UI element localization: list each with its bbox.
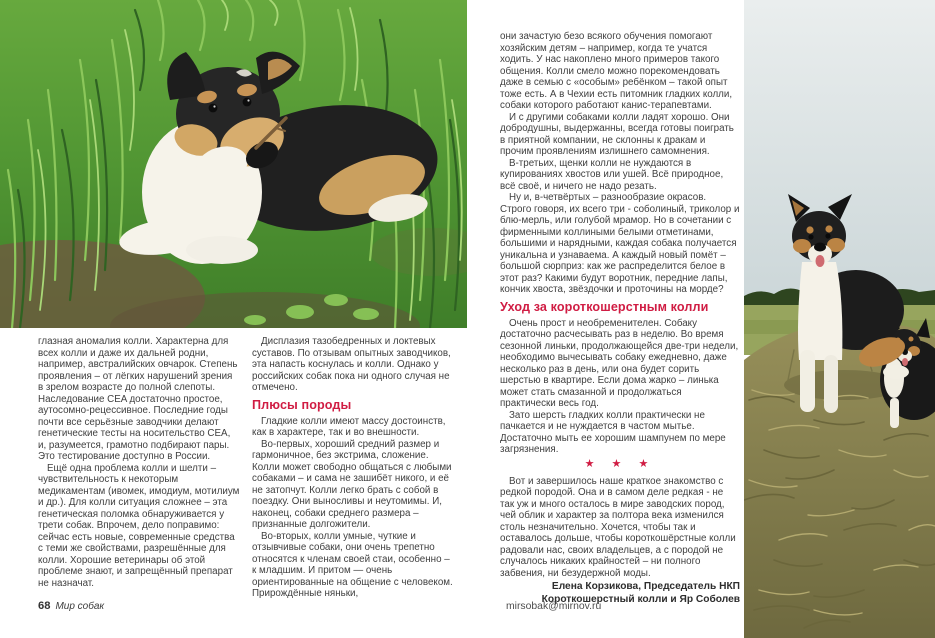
paragraph: Очень прост и необременителен. Собаку достаточно расчесывать раз в неделю. Во время сезонной линьки, продолжающейся две-три недели, необходимо вычесывать собаку ежедневно, даже несколько раз в день, или она будет сорить шерстью в квартире. Если дома жарко – линька может стать смазанной и продолжаться практически весь год. — [500, 317, 739, 409]
magazine-title: Мир собак — [55, 601, 105, 612]
paragraph: Зато шерсть гладких колли практически не пачкается и не нуждается в частом мытье. Достаточно мыть ее хорошим шампунем по мере загрязнения. — [500, 409, 726, 455]
paragraph: глазная аномалия колли. Характерна для всех колли и даже их дальней родни, например, австралийских овчарок. Степень проявления – от лёгких нарушений зрения в зрелом возрасте до полной слепоты. Наследование CEA достаточно простое, аутосомно-рецессивное. Последние годы почти все серьёзные заводчики делают генетические тесты на носительство CEA, и, разумеется, грамотно подбирают пары. Это тестирование доступно в России. — [38, 336, 238, 462]
contact-email: mirsobak@mirnov.ru — [506, 601, 602, 612]
paragraph: Ещё одна проблема колли и шелти – чувствительность к некоторым медикаментам (ивомек, имодиум, мотилиум и др.). Для колли ситуация сложнее – эта генетическая поломка обнаруживается у трети собак. Впрочем, дело поправимо: сейчас есть новые, современные средства с теми же свойствами, разрешённые для колли. Хорошие ветеринары об этой проблеме знают, и запрещённый препарат не назначат. — [38, 462, 240, 589]
right-page-column — [500, 31, 740, 606]
paragraph: они зачастую безо всякого обучения помогают хозяйским детям – например, когда те учатся ходить. У нас накоплено много примеров такого общения. Колли смело можно порекомендовать даже в семью с «особым» ребёнком – такой опыт тоже есть. А в Чехии есть питомник гладких колли, собаки которого работают канис-терапевтами. — [500, 31, 733, 111]
byline-line-1: Елена Корзикова, Председатель НКП — [551, 581, 740, 592]
paragraph: Дисплазия тазобедренных и локтевых суставов. По отзывам опытных заводчиков, эта напасть коснулась и колли. Однако у российских собак пока ни одного случая не отмечено. — [252, 336, 451, 393]
byline-line-2: Короткошерстный колли и Яр Соболев — [541, 593, 740, 605]
paragraph: Ну и, в-четвёртых – разнообразие окрасов. Строго говоря, их всего три - соболиный, триколор и блю-мерль, или голубой мрамор. Но в сочетании с фирменными коллиными белыми отметинами, большими и нарядными, каждая собака получается уникальна и узнаваема. А каждый новый помёт – большой сюрприз: как же распределится белое в этот раз? Какими будут воротник, передние лапы, кончик хвоста, звёздочки и проточины на морде? — [500, 192, 740, 295]
section-divider-stars: ★ ★ ★ — [584, 457, 656, 470]
puppy-photo — [0, 0, 467, 328]
collies-photo-illustration — [744, 0, 935, 638]
puppy-photo-illustration — [0, 0, 467, 328]
paragraph: Вот и завершилось наше краткое знакомство с редкой породой. Она и в самом деле редкая - не так уж и много осталось в мире заводских пород, чей облик и характер за полтора века изменился столь незначительно. Хочется, чтобы так и оставалось дольше, чтобы короткошёрстные колли радовали нас, своих владельцев, а с породой не случалось никаких крайностей – ни полного забвения, ни безудержной моды. — [500, 475, 736, 579]
paragraph: В-третьих, щенки колли не нуждаются в купированиях хвостов или ушей. Всё природное, всё своё, и ничего не надо резать. — [500, 157, 724, 192]
section-heading-breed-pluses: Плюсы породы — [252, 397, 352, 412]
paragraph: Во-вторых, колли умные, чуткие и отзывчивые собаки, они очень трепетно относятся к членам своей стаи, особенно – к младшим. И притом — очень ориентированные на общение с человеком. Прирождённые няньки, — [252, 530, 453, 599]
page-footer-left — [38, 600, 104, 612]
section-heading-care: Уход за короткошерстным колли — [500, 299, 709, 314]
paragraph: Гладкие колли имеют массу достоинств, как в характере, так и во внешности. — [252, 415, 446, 438]
left-page-column-2 — [252, 336, 456, 600]
left-page-column-1 — [38, 336, 240, 589]
paragraph: И с другими собаками колли ладят хорошо. Они добродушны, выдержанны, всегда готовы поиграть в приятной компании, не склонны к дракам и прочим проявлениям излишнего самомнения. — [500, 111, 734, 157]
page-number: 68 — [38, 600, 51, 612]
collies-photo — [744, 0, 935, 638]
paragraph: Во-первых, хороший средний размер и гармоничное, без экстрима, сложение. Колли может свободно общаться с любыми собаками – и сама не зашибёт никого, и её не затопчут. Колли легко брать с собой в поездку. Они выносливы и неутомимы. И, наконец, собаки среднего размера – признанные долгожители. — [252, 438, 452, 530]
